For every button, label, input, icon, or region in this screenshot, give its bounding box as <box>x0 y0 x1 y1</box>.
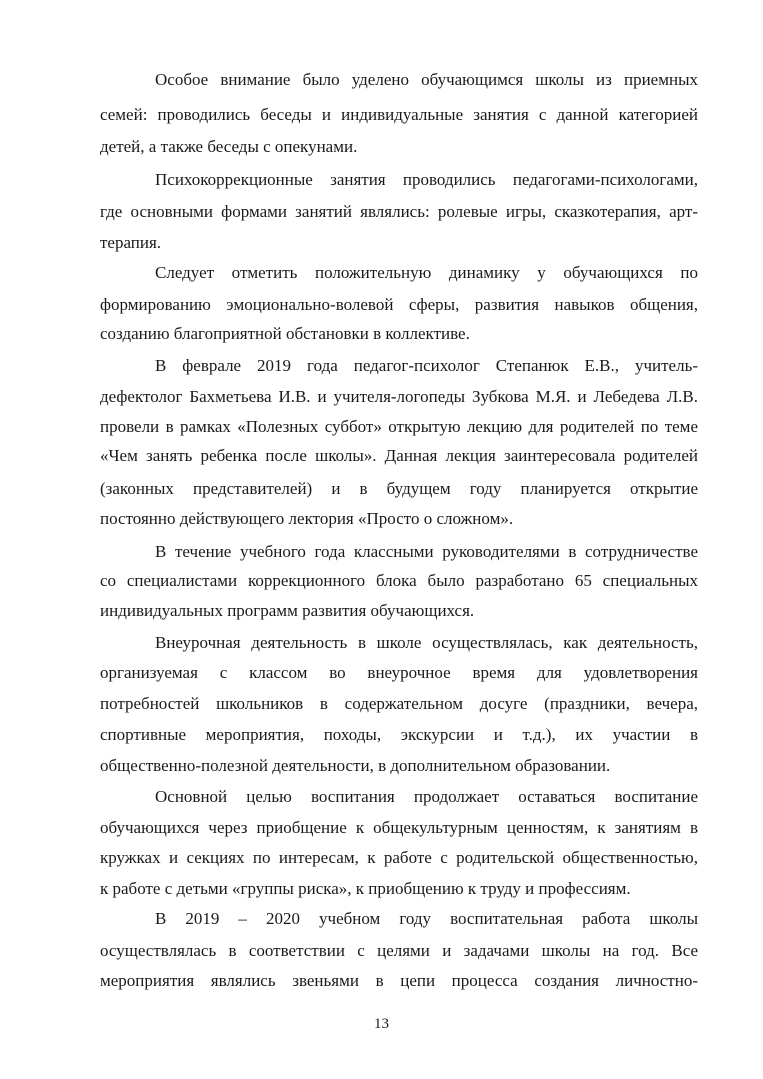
text-line: где основными формами занятий являлись: ролевые игры, сказкотерапия, арт- <box>100 202 698 221</box>
text-line: Следует отметить положительную динамику у обучающихся по <box>155 263 698 282</box>
text-line: провели в рамках «Полезных суббот» открытую лекцию для родителей по теме <box>100 417 698 436</box>
text-line: «Чем занять ребенка после школы». Данная лекция заинтересовала родителей <box>100 446 698 465</box>
text-line: Особое внимание было уделено обучающимся школы из приемных <box>155 70 698 89</box>
text-line: Основной целью воспитания продолжает оставаться воспитание <box>155 787 698 806</box>
text-line: индивидуальных программ развития обучающихся. <box>100 601 475 620</box>
text-line: организуемая с классом во внеурочное время для удовлетворения <box>100 663 698 682</box>
text-line: обучающихся через приобщение к общекультурным ценностям, к занятиям в <box>100 818 698 837</box>
text-line: детей, а также беседы с опекунами. <box>100 137 358 156</box>
text-line: кружках и секциях по интересам, к работе с родительской общественностью, <box>100 848 698 867</box>
text-line: со специалистами коррекционного блока было разработано 65 специальных <box>100 571 698 590</box>
text-line: к работе с детьми «группы риска», к приобщению к труду и профессиям. <box>100 879 631 898</box>
text-line: Внеурочная деятельность в школе осуществлялась, как деятельность, <box>155 633 698 652</box>
text-line: В феврале 2019 года педагог-психолог Степанюк Е.В., учитель- <box>155 356 698 375</box>
text-line: терапия. <box>100 233 162 252</box>
text-line: В 2019 – 2020 учебном году воспитательная работа школы <box>155 909 698 928</box>
text-line: постоянно действующего лектория «Просто о сложном». <box>100 509 514 528</box>
text-line: дефектолог Бахметьева И.В. и учителя-логопеды Зубкова М.Я. и Лебедева Л.В. <box>100 387 698 406</box>
page-number: 13 <box>374 1016 389 1032</box>
text-line: общественно-полезной деятельности, в дополнительном образовании. <box>100 756 611 775</box>
text-line: осуществлялась в соответствии с целями и задачами школы на год. Все <box>100 941 698 960</box>
text-line: семей: проводились беседы и индивидуальные занятия с данной категорией <box>100 105 698 124</box>
text-line: мероприятия являлись звеньями в цепи процесса создания личностно- <box>100 971 698 990</box>
text-line: Психокоррекционные занятия проводились педагогами-психологами, <box>155 170 698 189</box>
text-line: формированию эмоционально-волевой сферы, развития навыков общения, <box>100 295 698 314</box>
text-line: (законных представителей) и в будущем году планируется открытие <box>100 479 698 498</box>
text-line: В течение учебного года классными руководителями в сотрудничестве <box>155 542 698 561</box>
text-line: спортивные мероприятия, походы, экскурсии и т.д.), их участии в <box>100 725 698 744</box>
text-line: потребностей школьников в содержательном досуге (праздники, вечера, <box>100 694 698 713</box>
text-line: созданию благоприятной обстановки в коллективе. <box>100 324 470 343</box>
